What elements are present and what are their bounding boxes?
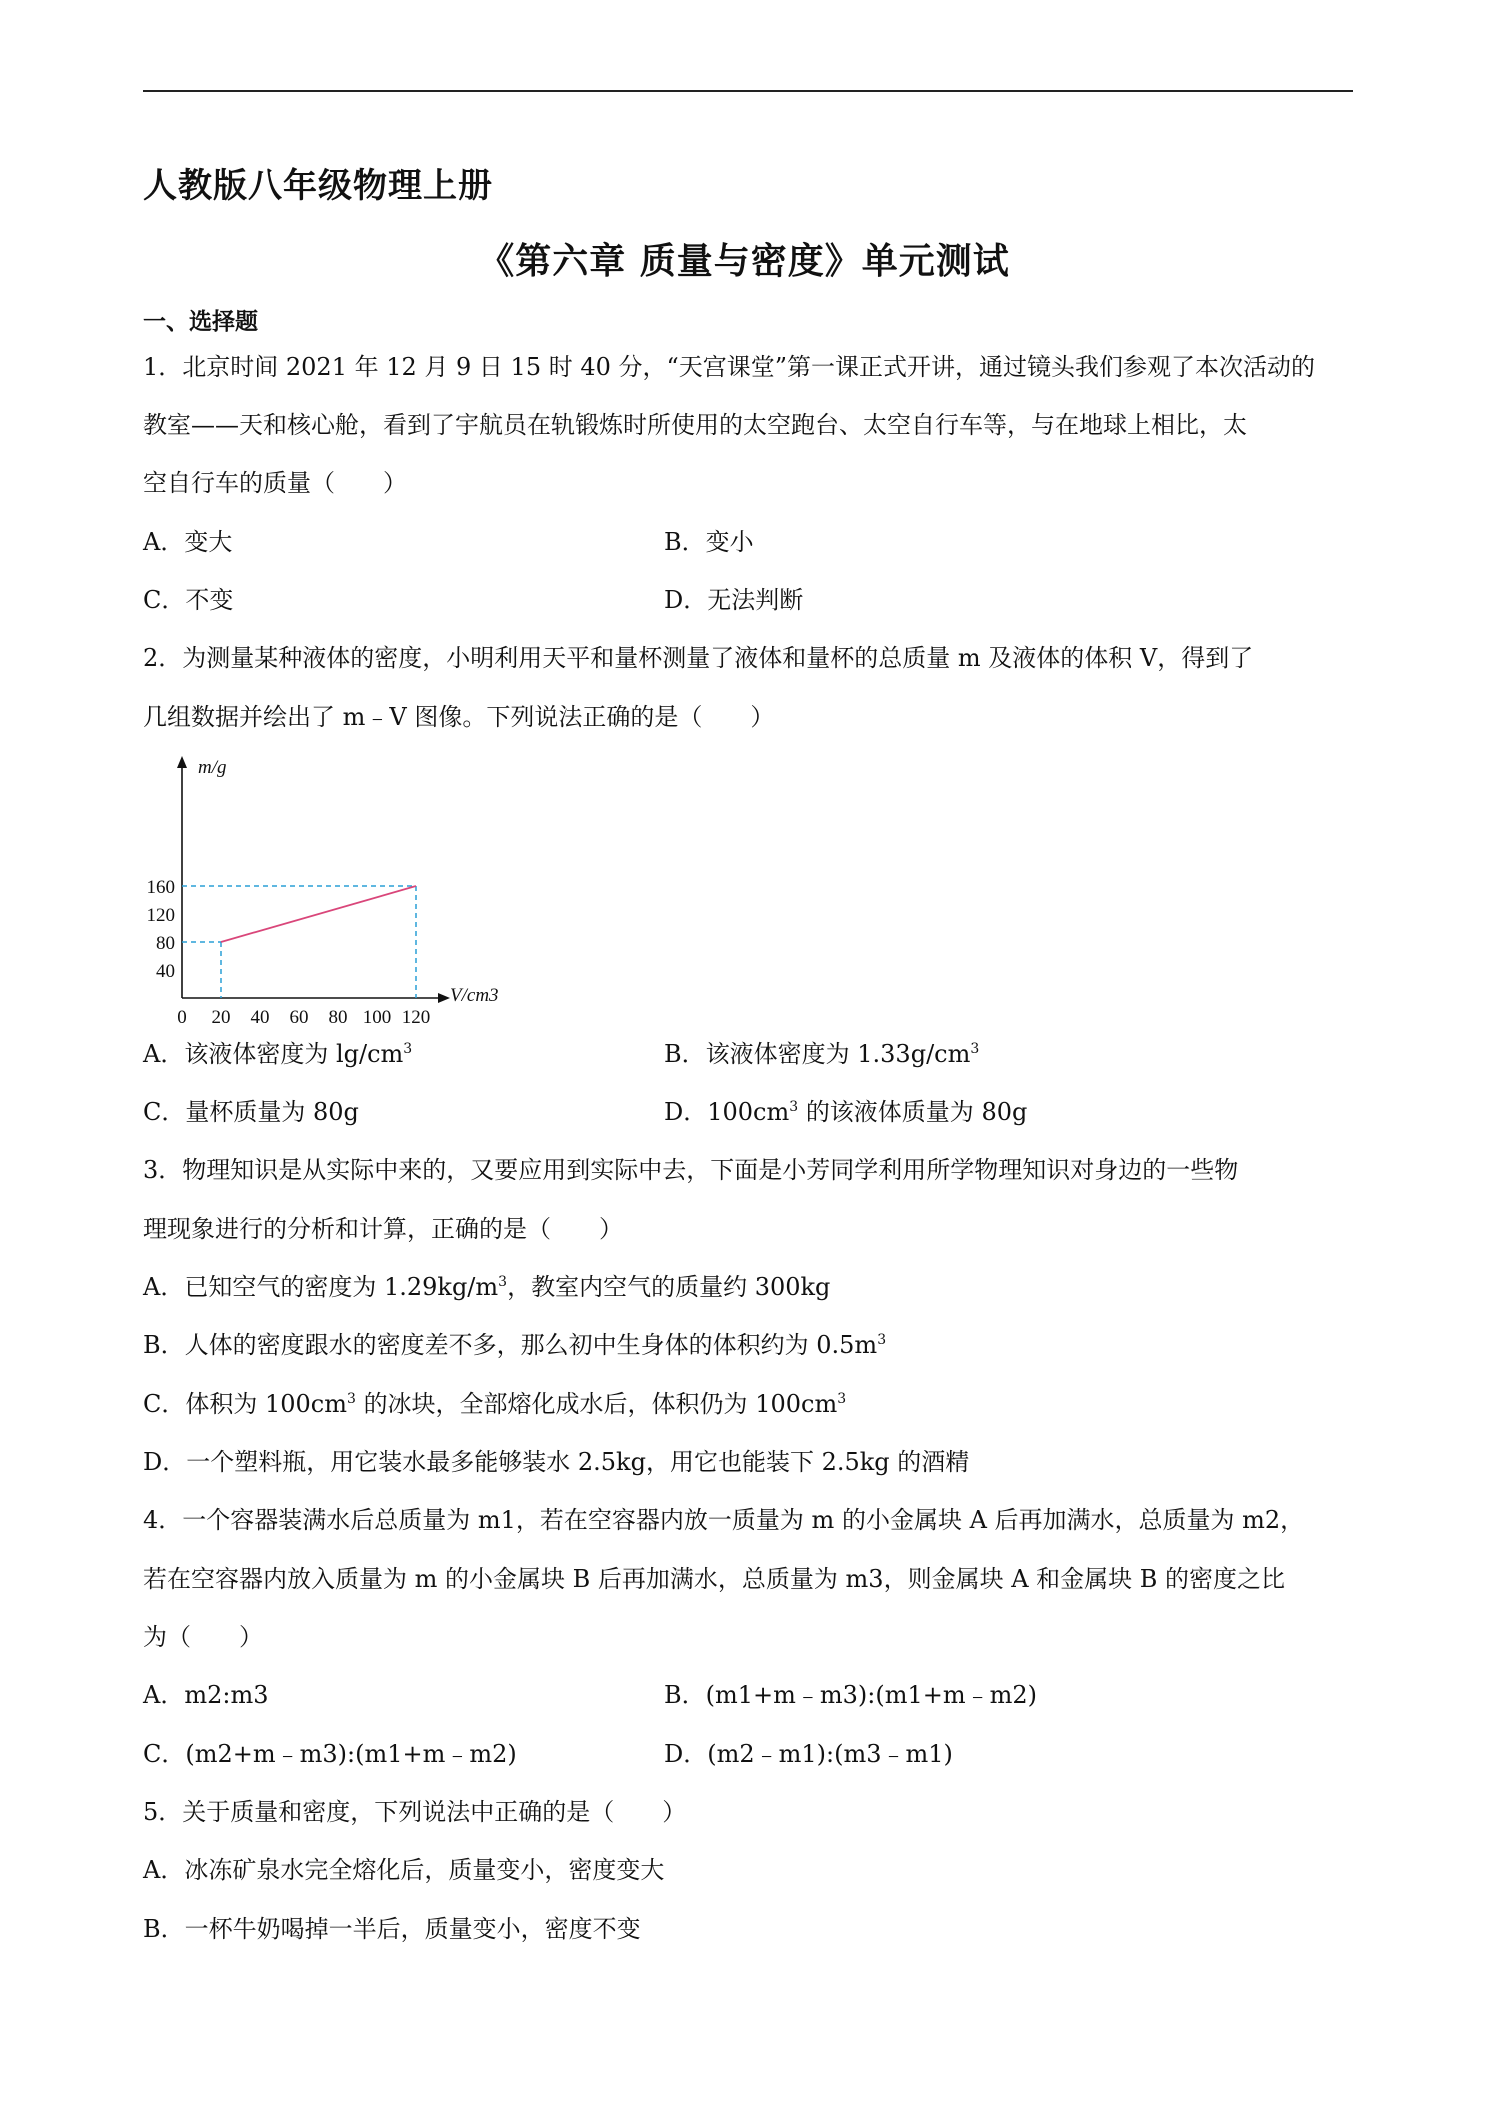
x-tick-label-3: 60	[289, 1007, 309, 1028]
x-axis-label: V/cm3	[450, 985, 499, 1006]
y-axis-label: m/g	[198, 757, 227, 778]
question-3-option-c: C．体积为 $100cm^3$ 的冰块，全部熔化成水后，体积仍为 $100cm^3$	[143, 1390, 847, 1418]
chart-axes	[177, 756, 499, 1006]
chart-series	[221, 886, 416, 942]
y-tick-label-1: 80	[156, 933, 175, 954]
data-line	[221, 886, 416, 942]
x-tick-label-0: 0	[177, 1007, 187, 1028]
x-tick-label-1: 20	[211, 1007, 231, 1028]
exam-title: 《第六章 质量与密度》单元测试	[478, 240, 1010, 282]
question-1-line-3: 空自行车的质量（ ）	[143, 469, 407, 497]
question-2-option-a: A．该液体密度为 $\lg/cm^3$	[143, 1040, 413, 1068]
y-axis-arrow	[177, 756, 187, 768]
question-1-line-1: 1．北京时间 2021 年 12 月 9 日 15 时 40 分，“天宫课堂”第一课正式开讲，通过镜头我们参观了本次活动的	[143, 353, 1316, 381]
section-heading: 一、选择题	[143, 308, 258, 335]
m-v-chart	[146, 752, 520, 1028]
x-axis-arrow	[438, 993, 450, 1003]
y-tick-label-3: 160	[146, 877, 175, 898]
question-3-option-d: D．一个塑料瓶，用它装水最多能够装水 2.5kg，用它也能装下 2.5kg 的酒精	[143, 1448, 970, 1476]
question-5-option-b: B．一杯牛奶喝掉一半后，质量变小，密度不变	[143, 1915, 641, 1943]
x-tick-label-5: 100	[362, 1007, 392, 1028]
x-tick-label-4: 80	[328, 1007, 348, 1028]
chart-ticks	[147, 877, 431, 1028]
x-tick-label-6: 120	[401, 1007, 431, 1028]
question-3-line-1: 3．物理知识是从实际中来的，又要应用到实际中去，下面是小芳同学利用所学物理知识对身边的一些物	[143, 1156, 1239, 1184]
question-2-option-b: B．该液体密度为 $1.33g/cm^3$	[664, 1040, 980, 1068]
question-4-option-b: B．(m1+m﹣m3):(m1+m﹣m2)	[664, 1681, 1038, 1709]
question-3-line-2: 理现象进行的分析和计算，正确的是（ ）	[143, 1215, 623, 1243]
question-2-option-c: C．量杯质量为 80g	[143, 1098, 359, 1126]
question-3-option-b: B．人体的密度跟水的密度差不多，那么初中生身体的体积约为 $0.5m^3$	[143, 1331, 887, 1359]
book-title: 人教版八年级物理上册	[143, 166, 493, 206]
header-rule	[143, 90, 1353, 92]
question-4-option-a: A．m2:m3	[143, 1681, 269, 1709]
question-4-line-2: 若在空容器内放入质量为 m 的小金属块 B 后再加满水，总质量为 m3，则金属块 A 和金属块 B 的密度之比	[143, 1565, 1286, 1593]
question-4-option-d: D．(m2﹣m1):(m3﹣m1)	[664, 1740, 953, 1768]
question-4-line-3: 为（ ）	[143, 1623, 263, 1651]
question-5-option-a: A．冰冻矿泉水完全熔化后，质量变小，密度变大	[143, 1856, 665, 1884]
question-1-option-a: A．变大	[143, 528, 233, 556]
question-2-line-2: 几组数据并绘出了 m﹣V 图像。下列说法正确的是（ ）	[143, 703, 775, 731]
question-2-option-d: D．$100cm^3$ 的该液体质量为 80g	[664, 1098, 1028, 1126]
y-tick-label-2: 120	[146, 905, 175, 926]
question-1-option-c: C．不变	[143, 586, 234, 614]
question-5-line-1: 5．关于质量和密度，下列说法中正确的是（ ）	[143, 1798, 687, 1826]
question-4-option-c: C．(m2+m﹣m3):(m1+m﹣m2)	[143, 1740, 517, 1768]
question-4-line-1: 4．一个容器装满水后总质量为 m1，若在空容器内放一质量为 m 的小金属块 A 后再加满水，总质量为 m2，	[143, 1506, 1305, 1534]
chart-guides	[182, 886, 416, 998]
question-1-line-2: 教室——天和核心舱，看到了宇航员在轨锻炼时所使用的太空跑台、太空自行车等，与在地球上相比，太	[143, 411, 1247, 439]
question-1-option-d: D．无法判断	[664, 586, 804, 614]
y-tick-label-0: 40	[156, 961, 175, 982]
x-tick-label-2: 40	[250, 1007, 270, 1028]
question-2-line-1: 2．为测量某种液体的密度，小明利用天平和量杯测量了液体和量杯的总质量 m 及液体的体积 V，得到了	[143, 644, 1254, 672]
question-3-option-a: A．已知空气的密度为 $1.29kg/m^3$，教室内空气的质量约 300kg	[143, 1273, 831, 1301]
question-1-option-b: B．变小	[664, 528, 754, 556]
